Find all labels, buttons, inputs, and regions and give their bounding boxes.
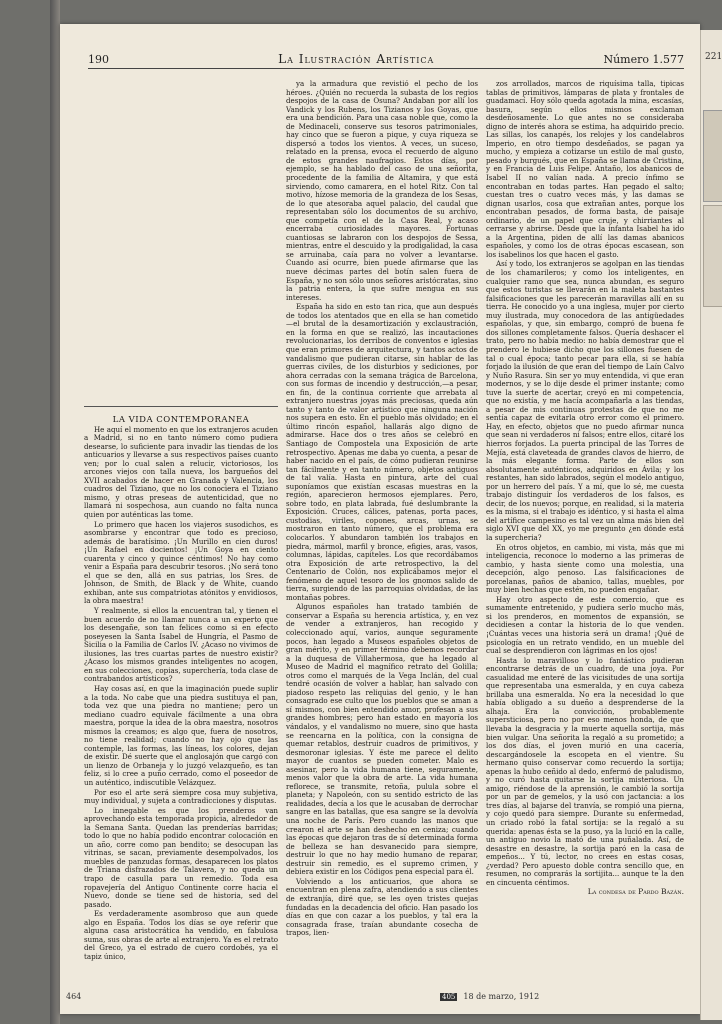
paragraph: Hay otro aspecto de este comercio, que es sumamente entretenido, y pudiera serlo mucho más, si los prenderos, en momentos de expansión, se decidiesen a contar la historia de lo que venden. ¡Cuántas veces una historia será un drama! ¡Qué de psicología en un retrato vendido, en un mueble del cual se desprendieron con lágrimas en los ojos! xyxy=(486,594,684,656)
paragraph: Hasta lo maravilloso y lo fantástico pudieran encontrarse detrás de un cuadro, de una joya. Por casualidad me enteré de las vicisitudes de una sortija que representaba una esmeralda, y en cuya cabeza brillaba una esmeralda. No era la necesidad lo que había obligado a su dueño a desprenderse de la alhaja. Era la convicción, probablemente supersticiosa, pero no por eso menos honda, de que llevaba la desgracia y la muerte aquella sortija, más bien vulgar. Una señorita la regaló a su prometido; a los dos días, el joven murió en una cacería, descargándosele la escopeta en el vientre. Su hermano quiso conservar como recuerdo la sortija; apenas la hubo ceñido al dedo, enfermó de paludismo, y no curó hasta quitarse la sortija misteriosa. Un amigo, riéndose de la aprensión, le cambió la sortija por un par de gemelos, y la usó con jactancia: a los tres días, al bajarse del tranvía, se rompió una pierna, y cojo quedó para siempre. Durante su enfermedad, un criado robó la fatal sortija: se la regaló a su querida: apenas ésta se la puso, ya la lució en la calle, un antiguo novio la mató de una puñalada. Así, de desastre en desastre, la sortija paró en la casa de empeños... Y tú, lector, no crees en estas cosas, ¿verdad? Pero apuesto doble contra sencillo que, en resumen, no comprarás la sortijita... aunque te la den en cincuenta céntimos. xyxy=(486,655,684,887)
paragraph: zos arrollados, marcos de riquísima talla, tipicas tablas de primitivos, lámparas de plata y frontales de guadamací. Hoy sólo queda agotada la mina, escasías, basura, según ellos mismos exclaman desdeñosamente. Lo que antes no se consideraba digno de interés ahora se estima, ha adquirido precio. Las sillas, los canapés, los relojes y los candelabros Imperio, en otro tiempo desdeñados, se pagan ya mucho, y empieza a cotizarse un estilo de mal gusto, pesado y burgués, que en España se llama de Cristina, y en Francia de Luis Felipe. Antaño, los abanicos de Isabel II no valían nada. A precio ínfimo se encontraban en todas partes. Han pegado el salto; cuestan tres o cuatro veces más, y las damas se dignan usarlos, cosa que extrañan antes, porque los encontraban pesados, de forma basta, de paisaje ordinario, de un papel que cruje, y chirriantes al cerrarse y abrirse. Desde que la infanta Isabel ha ido a la Argentina, piden de allí las damas abanicos españoles, y como los de otras épocas escasean, son los isabelinos los que hacen el gasto. xyxy=(486,80,684,259)
author-signature: La condesa de Pardo Bazán. xyxy=(587,887,684,897)
paragraph: He aquí el momento en que los extranjeros acuden a Madrid, si no en tanto número como pudiera desearse, lo suficiente para invadir las tiendas de los anticuarios y llevarse a sus respectivos países cuanto ven; por lo cual salen a relucir, victoriosos, los arcones viejos con talla nueva, los bargueños del XVII acabados de hacer en Granada y Valencia, los cuadros del Tiziano, que no los conociera el Tiziano mismo, y otras preseas de autenticidad, que no llamará ni sospechosa, aun cuando no falta nunca quien por auténticas las tome. xyxy=(84,424,278,520)
publication-title: La Ilustración Artística xyxy=(278,52,435,66)
paragraph: Y realmente, si ellos la encuentran tal, y tienen el buen acuerdo de no llamar nunca a un experto que los desengañe, son tan felices como si en efecto poseyesen la Santa Isabel de Hungría, el Pasmo de Sicilia o la Familia de Carlos IV. ¿Acaso no vivimos de ilusiones, las tres cuartas partes de nuestro existir? ¿Acaso los mismos grandes inteligentes no acogen, en sus colecciones, copias, superchería, toda clase de contrabandos artísticos? xyxy=(84,606,278,684)
folio-number: 464 xyxy=(66,992,82,1001)
paragraph: España ha sido en esto tan rica, que aun después de todos los atentados que en ella se han cometido —el brutal de la desamortización y exclaustración, en la forma en que se realizó, las incautaciones revolucionarias, los derribos de conventos e iglesias que eran primores de arquitectura, y tantos actos de vandalismo que pudieran citarse, sin hablar de las guerras civiles, de los disturbios y sediciones, por ahora cerradas con la semana trágica de Barcelona, con sus formas de incendio y destrucción,—a pesar, en fin, de la continua corriente que arrebata al extranjero nuestras joyas más preciosas, queda aún tanto y tanto de valor artístico que ninguna nación nos supera en esto. En el pueblo más olvidado; en el último rincón español, hallarás algo digno de admirarse. Hace dos o tres años se celebró en Santiago de Compostela una Exposición de arte retrospectivo. Apenas me daba yo cuenta, a pesar de haber nacido en el país, de cómo pudieran reunirse tan fácilmente y en tanto número, objetos antiguos de tal valía. Hasta en pintura, arte del cual suponíamos que existían escasas muestras en la región, aparecieron hermosos ejemplares. Pero, sobre todo, en plata labrada, fué deslumbrante la Exposición. Cruces, cálices, patenas, porta paces, custodias, viriles, copones, arcas, urnas, se mostraron en tanto número, que el problema era colocarlos. Y abundaron también los trabajos en piedra, mármol, marfil y bronce, efigies, aras, vasos, columnas, lápidas, capiteles. Los que recordábamos otra Exposición de arte retrospectivo, la del Centenario de Colón, nos explicábamos mejor el fenómeno de aquel tesoro de los gnomos salido de tierra, surgiendo de las parroquias olvidadas, de las montañas pobres. xyxy=(286,302,478,602)
footer-date: 18 de marzo, 1912 xyxy=(463,992,540,1001)
paragraph: ya la armadura que revistió el pecho de los héroes. ¿Quién no recuerda la subasta de los regios despojos de la casa de Osuna? Andaban por allí los Vandick y los Rubens, los Tizianos y los Goyas, que era una bendición. Para una casa noble que, como la de Medinaceli, conserve sus tesoros patrimoniales, hay cinco que se fueron a pique, y cuya riqueza se dispersó a todos los vientos. A veces, un suceso, relatado en la prensa, evoca el recuerdo de alguno de estos grandes naufragios. Estos días, por ejemplo, se ha hablado del caso de una señorita, procedente de la familia de Altamira, y que está sirviendo, como camarera, en el hotel Ritz. Con tal motivo, hízose memoria de la grandeza de los Sesas, de lo que atesoraba aquel palacio, del caudal que representaban sólo los documentos de su archivo, que competía con el de la Casa Real, y acaso encerraba curiosidades mayores. Fortunas cuantiosas se labraron con los despojos de Sessa, mientras, entre el descuido y la prodigalidad, la casa se arruinaba, caía para no volver a levantarse. Cuando así ocurre, bien puede afirmarse que las nueve décimas partes del botín salen fuera de España, y no son sólo unos señores aristócratas, sino la patria entera, la que sufre mengua en sus intereses. xyxy=(286,80,478,302)
adjacent-photo-caption-area xyxy=(703,205,722,307)
paragraph: Así y todo, los extranjeros se agolpan en las tiendas de los chamarileros; y como los inteligentes, en cualquier ramo que sea, nunca abundan, es seguro que estos turistas se llevarán en la maleta bastantes falsificaciones que les parecerán maravillas allí en su tierra. He conocido yo a una inglesa, mujer por cierto muy ilustrada, muy conocedora de las antigüedades españolas, y que, sin embargo, compró de buena fe dos sillones completamente falsos. Quería deshacer el trato, pero no había medio: no había demostrar que el prendero le hubiese dicho que los sillones fuesen de tal o cual época; tanto pecar para ella, si se había forjado la ilusión de que eran del tiempo de Laín Calvo y Nuño Rasura. Sin ser yo muy entendida, vi que eran modernos, y se lo dije desde el primer instante; como tuve la suerte de acertar, creyó en mi competencia, que no existía, y me hacía acompañarla a las tiendas, a pesar de mis continuas protestas de que no me sentía capaz de evitarla otro error como el primero. Hay, en efecto, objetos que no puedo afirmar nunca que sean ni verdaderos ni falsos; entre ellos, citaré los hierros forjados. La puerta principal de las Torres de Mejía, está claveteada de grandes clavos de hierro, de la más elegante forma. Parte de ellos son absolutamente auténticos, adquiridos en Ávila; y los restantes, han sido labrados, según el modelo antiguo, por un herrero del país. Y a mí, que lo sé, me cuesta trabajo distinguir los verdaderos de los falsos, es decir, de los nuevos; porque, en realidad, si la materia es la misma, si el trabajo es idéntico, y si hasta el alma del artífice campesino es tal vez un alma más bien del siglo XVI que del XX, yo me pregunto ¿en dónde está la supercheria? xyxy=(486,259,684,542)
page-number: 190 xyxy=(88,52,109,66)
adjacent-page-edge xyxy=(700,30,722,1020)
column-2 xyxy=(286,80,478,980)
adjacent-page-number: 221 xyxy=(705,52,722,62)
paragraph: Por eso el arte será siempre cosa muy subjetiva, muy individual, y sujeta a contradicciones y disputas. xyxy=(84,787,278,806)
paragraph: Lo innegable es que los prenderos van aprovechando esta temporada propicia, alrededor de la Semana Santa. Quedan las prenderías barridas; todo lo que no había podido encontrar colocación en un año, corre como pan bendito; se desocupan las vitrinas, se sacan, previamente desempolvados, los muebles de panzudas formas, desaparecen los platos de Triana disfrazados de Talavera, y no queda un trapo de casulla para un remedio. Toda esa ropavejería del Antiguo Continente corre hacia el Nuevo, donde se tiene sed de historia, sed del pasado. xyxy=(84,805,278,909)
page-header xyxy=(88,50,684,69)
paragraph: Es verdaderamente asombroso que aun quede algo en España. Todos los días se oye referir que alguna casa aristocrática ha vendido, en fabulosa suma, sus obras de arte al extranjero. Ya es el retrato del Greco, ya el estrado de cuero cordobés, ya el tapiz único, xyxy=(84,909,278,961)
footer-stamp xyxy=(440,992,539,1001)
page-footer xyxy=(60,992,700,1006)
paragraph: Hay cosas así, en que la imaginación puede suplir a la toda. No cabe que una piedra sustituya el pan, toda vez que una piedra no mantiene; pero un mediano cuadro equivale fácilmente a una obra maestra, porque la idea de la obra maestra, nosotros mismos la creamos; es algo que, fuera de nosotros, no tiene realidad; cuando no hay ojo que las contemple, las formas, las líneas, los colores, dejan de existir. Dé suerte que el anglosajón que cargó con un lienzo de Orbaneja y lo juzgó velazqueño, es tan feliz, si lo cree a puño cerrado, como el poseedor de un auténtico, indiscutible Velázquez. xyxy=(84,683,278,787)
paragraph: Algunos españoles han tratado también de conservar a España su herencia artística, y, en vez de vender a extranjeros, han recogido y coleccionado aquí, varios, aunque seguramente pocos, han legado a Museos españoles objetos de gran mérito, y en primer término debemos recordar a la duquesa de Villahermosa, que ha legado al Museo de Madrid el magnífico retrato del Golilla; otros como el marqués de la Vega Inclán, del cual tendré ocasión de volver a hablar, han salvado con piadoso respeto las reliquias del genio, y le han consagrado ese culto que los pueblos que se aman a sí mismos, con bien entendido amor, profesan a sus grandes hombres; pero han estado en mayoría los vándalos, y el vandalismo no muere, sino que hasta se reencarna en la política, con la consigna de quemar retablos, destruir cuadros de primitivos, y desmoronar iglesias. Y éste me parece el delito mayor de cuantos se pueden cometer. Malo es asesinar, pero la vida humana tiene, seguramente, menos valor que la obra de arte. La vida humana reflorece, se transmite, retoña, pulula sobre el planeta; y Napoleón, con su sentido estricto de las realidades, decía a los que le acusaban de derrochar sangre en las batallas, que esa sangre se la devolvía una noche de París. Pero cuando las manos que crearon el arte se han deshecho en ceniza; cuando las épocas que dejaron tras de sí determinada forma de belleza se han desvanecido para siempre, destruir lo que no hay medio humano de reparar, destruir sin remedio, es el supremo crimen, y debiera existir en los Códigos pena especial para él. xyxy=(286,602,478,877)
archive-badge: 405 xyxy=(442,992,456,1001)
column-3 xyxy=(486,80,684,980)
section-rule xyxy=(84,406,278,407)
book-spine xyxy=(50,0,60,1024)
column-1 xyxy=(84,416,278,976)
section-title: LA VIDA CONTEMPORÁNEA xyxy=(112,416,250,425)
paragraph: En otros objetos, en cambio, mi vista, más que mi inteligencia, reconoce lo moderno a las primeras de cambio, y hasta siente como una molestia, una decepción, algo penoso. Las falsificaciones de porcelanas, paños de abanico, tallas, muebles, por muy bien hechas que estén, no pueden engañar. xyxy=(486,542,684,595)
paragraph: Lo primero que hacen los viajeros susodichos, es asombrarse y encontrar que todo es precioso, además de baratísimo. ¡Un Murillo en cien duros! ¡Un Rafael en docientos! ¡Un Goya en ciento cuarenta y cinco y quince céntimos! No hay como venir a España para descubrir tesoros. ¡No será tono el que se den, allá en sus patrias, los Sres. de Johnson, de Smith, de Black y de White, cuando exhiban, ante sus compatriotas atónitos y envidiosos, la obra maestra! xyxy=(84,519,278,606)
adjacent-photo xyxy=(703,110,722,202)
issue-number: Número 1.577 xyxy=(603,52,684,66)
paragraph: Volviendo a los anticuarios, que ahora se encuentran en plena zafra, atendiendo a sus clientes de extranjía, diré que, se les oyen tristes quejas fundadas en la decadencia del oficio. Han pasado los días en que con cazar a los pueblos, y tal era la consagrada frase, traían abundante cosecha de trapos, lien- xyxy=(286,876,478,938)
magazine-page xyxy=(60,24,700,1014)
